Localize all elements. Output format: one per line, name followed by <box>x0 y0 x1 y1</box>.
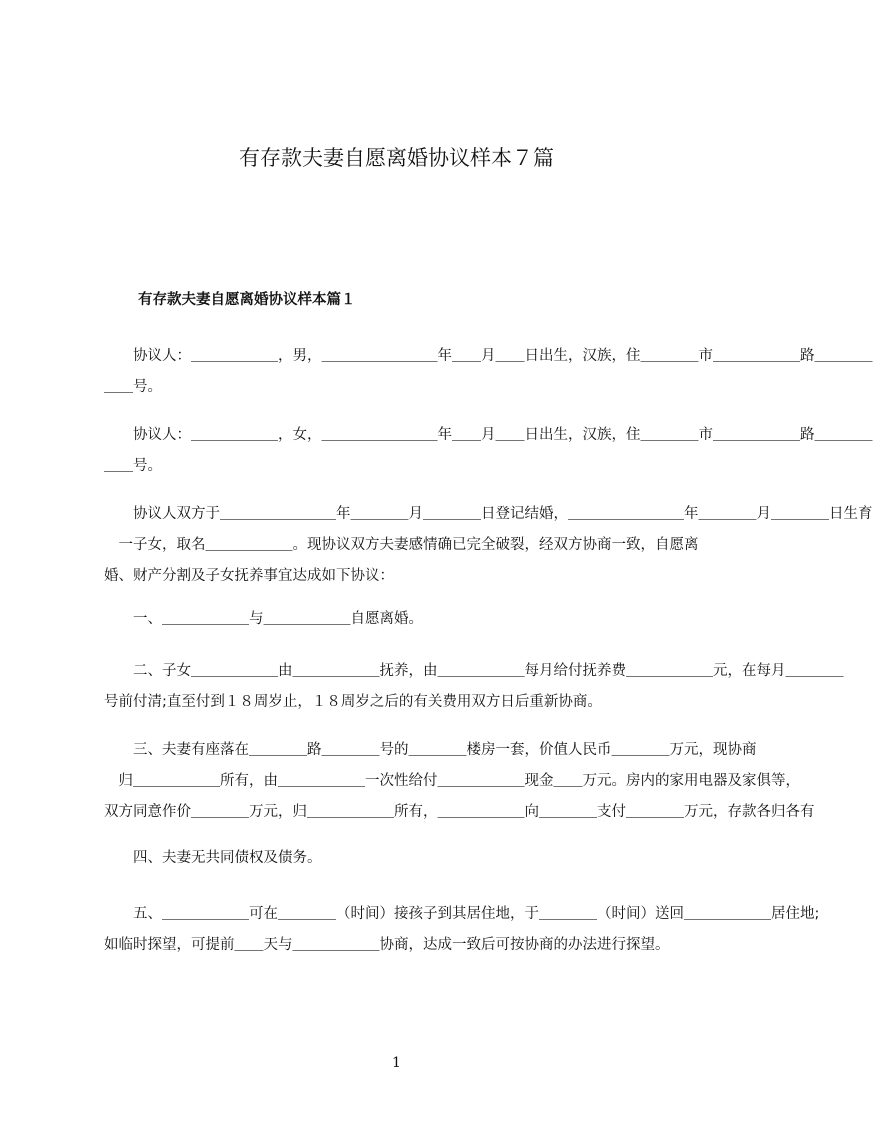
paragraph-party-female <box>104 420 873 482</box>
paragraph-line: 二、子女＿＿＿＿＿＿由＿＿＿＿＿＿抚养，由＿＿＿＿＿＿每月给付抚养费＿＿＿＿＿＿元，在每月＿＿＿＿ <box>104 663 844 679</box>
page-number: 1 <box>392 1055 401 1071</box>
paragraph-party-male <box>104 341 873 403</box>
paragraph-line: 五、＿＿＿＿＿＿可在＿＿＿＿（时间）接孩子到其居住地，于＿＿＿＿（时间）送回＿＿＿＿＿＿居住地; <box>104 906 820 922</box>
paragraph-line: 双方同意作价＿＿＿＿万元，归＿＿＿＿＿＿所有，＿＿＿＿＿＿向＿＿＿＿支付＿＿＿＿万元，存款各归各有 <box>104 804 815 820</box>
section-heading: 有存款夫妻自愿离婚协议样本篇１ <box>138 292 356 308</box>
paragraph-line: 如临时探望，可提前＿＿天与＿＿＿＿＿＿协商，达成一致后可按协商的办法进行探望。 <box>104 937 670 953</box>
clause-3 <box>104 735 815 828</box>
paragraph-line: 婚、财产分割及子女抚养事宜达成如下协议： <box>104 568 394 584</box>
document-title: 有存款夫妻自愿离婚协议样本７篇 <box>239 146 554 170</box>
paragraph-line: 一子女，取名＿＿＿＿＿＿。现协议双方夫妻感情确已完全破裂，经双方协商一致，自愿离 <box>104 537 699 553</box>
paragraph-line: 协议人双方于＿＿＿＿＿＿＿＿年＿＿＿＿月＿＿＿＿日登记结婚，＿＿＿＿＿＿＿＿年＿＿＿＿月＿＿＿＿日生育 <box>104 506 873 522</box>
paragraph-line: ＿＿号。 <box>104 458 162 474</box>
clause-2 <box>104 656 844 718</box>
paragraph-line: 四、夫妻无共同债权及债务。 <box>104 850 322 866</box>
paragraph-line: 协议人：＿＿＿＿＿＿，男，＿＿＿＿＿＿＿＿年＿＿月＿＿日出生，汉族，住＿＿＿＿市＿＿＿＿＿＿路＿＿＿＿ <box>104 348 873 364</box>
paragraph-line: ＿＿号。 <box>104 379 162 395</box>
paragraph-line: 协议人：＿＿＿＿＿＿，女，＿＿＿＿＿＿＿＿年＿＿月＿＿日出生，汉族，住＿＿＿＿市＿＿＿＿＿＿路＿＿＿＿ <box>104 427 873 443</box>
paragraph-line: 三、夫妻有座落在＿＿＿＿路＿＿＿＿号的＿＿＿＿楼房一套，价值人民币＿＿＿＿万元，现协商 <box>104 742 757 758</box>
clause-4 <box>104 843 704 874</box>
clause-1 <box>104 604 704 635</box>
paragraph-line: 一、＿＿＿＿＿＿与＿＿＿＿＿＿自愿离婚。 <box>104 611 423 627</box>
paragraph-line: 归＿＿＿＿＿＿所有，由＿＿＿＿＿＿一次性给付＿＿＿＿＿＿现金＿＿万元。房内的家用电器及家俱等， <box>104 773 800 789</box>
clause-5 <box>104 899 820 961</box>
paragraph-marriage <box>104 499 873 592</box>
paragraph-line: 号前付清;直至付到１８周岁止，１８周岁之后的有关费用双方日后重新协商。 <box>104 694 602 710</box>
